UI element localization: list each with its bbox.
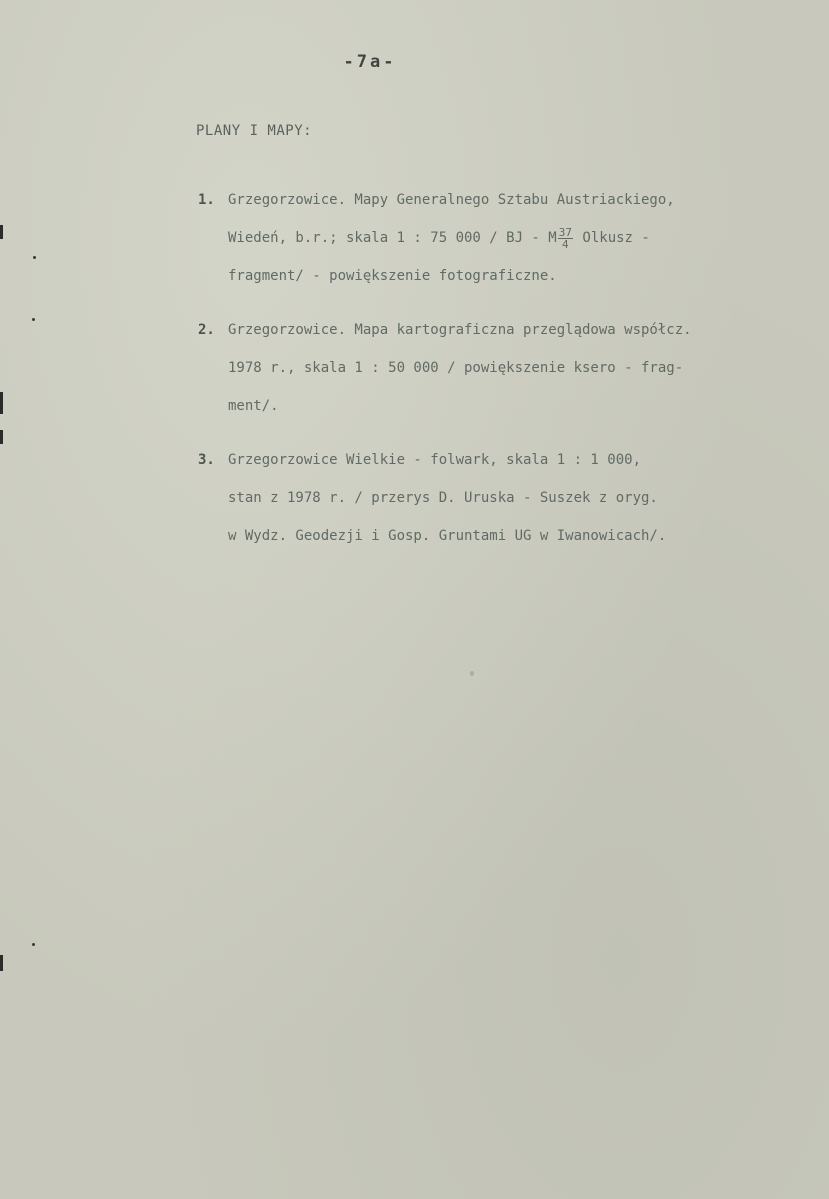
list-item — [198, 311, 808, 425]
sheet-numerator: 37 — [558, 225, 572, 239]
list-item — [198, 181, 808, 295]
paper-speck — [32, 318, 35, 321]
entry-line — [228, 219, 808, 257]
sheet-denominator: 4 — [562, 237, 569, 251]
entry-line: Grzegorzowice Wielkie - folwark, skala 1 : 1 000, — [228, 452, 642, 468]
paper-speck — [33, 256, 36, 259]
entry-number: 1. — [198, 192, 215, 208]
punch-mark — [0, 225, 3, 239]
entry-line: ment/. — [228, 398, 279, 414]
entry-line: Grzegorzowice. Mapa kartograficzna przeglądowa współcz. — [228, 322, 692, 338]
section-heading: PLANY I MAPY: — [196, 123, 313, 139]
entry-number: 3. — [198, 452, 215, 468]
entry-line: Grzegorzowice. Mapy Generalnego Sztabu Austriackiego, — [228, 192, 675, 208]
entry-line: 1978 r., skala 1 : 50 000 / powiększenie ksero - frag- — [228, 360, 684, 376]
page-number: -7a- — [343, 52, 397, 72]
bibliography-list — [198, 181, 808, 571]
punch-mark — [0, 430, 3, 444]
punch-mark — [0, 392, 3, 414]
sheet-fraction — [558, 227, 573, 250]
paper-speck — [470, 671, 474, 676]
paper-speck — [32, 943, 35, 946]
entry-line: w Wydz. Geodezji i Gosp. Gruntami UG w Iwanowicach/. — [228, 528, 667, 544]
punch-mark — [0, 955, 3, 971]
list-item — [198, 441, 808, 555]
entry-line: fragment/ - powiększenie fotograficzne. — [228, 268, 557, 284]
entry-line-tail: Olkusz - — [573, 230, 650, 246]
entry-line-text: Wiedeń, b.r.; skala 1 : 75 000 / BJ - M — [228, 230, 557, 246]
entry-number: 2. — [198, 322, 215, 338]
entry-line: stan z 1978 r. / przerys D. Uruska - Suszek z oryg. — [228, 490, 658, 506]
